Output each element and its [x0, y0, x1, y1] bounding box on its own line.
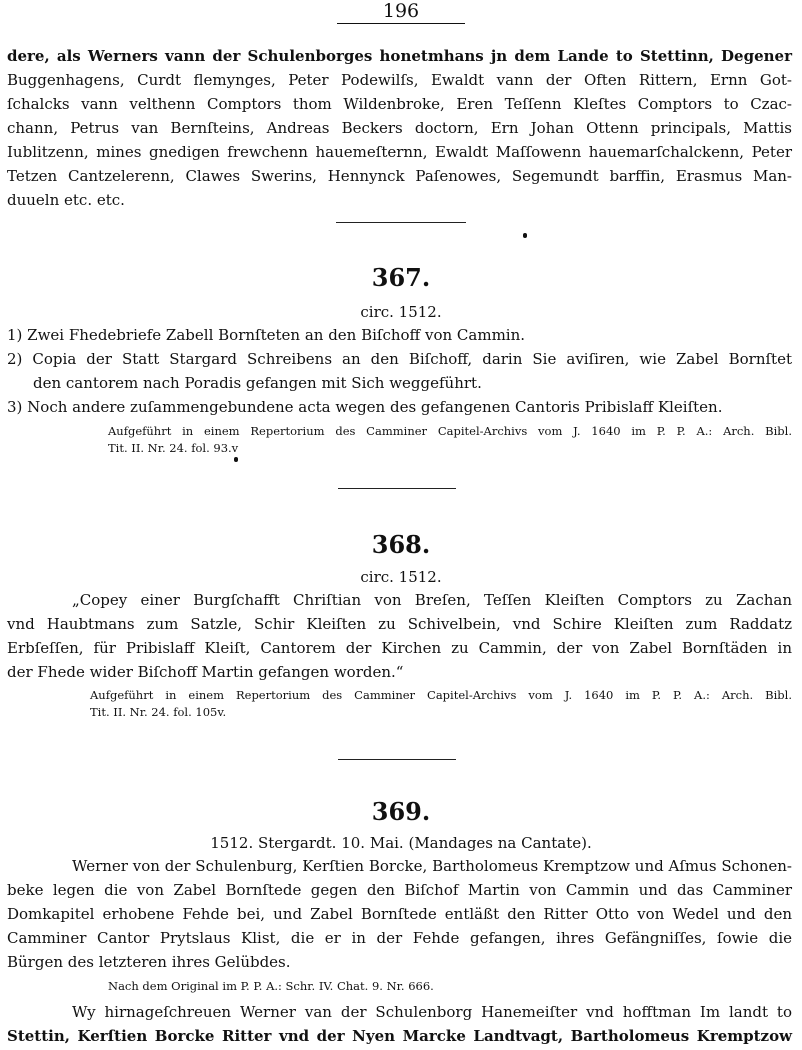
- source-note: Aufgeführt in einem Repertorium des Camminer Capitel-Archivs vom J. 1640 im P. P. A.: Arch. Bibl.: [90, 688, 792, 702]
- regest-line: Bürgen des letzteren ihres Gelübdes.: [7, 953, 291, 971]
- list-item: 3) Noch andere zuſammengebundene acta wegen des gefangenen Cantoris Pribislaff Kleiſten.: [7, 398, 723, 416]
- page-header: [336, 0, 466, 24]
- text-line: Erbſeſſen, für Pribislaff Kleiſt, Cantorem der Kirchen zu Cammin, der von Zabel Bornſtäden in: [7, 639, 792, 657]
- source-note: Aufgeführt in einem Repertorium des Camminer Capitel-Archivs vom J. 1640 im P. P. A.: Arch. Bibl.: [108, 424, 792, 438]
- regest-line: Camminer Cantor Prytslaus Klist, die er in der Fehde gefangen, ihres Gefängniſſes, ſowie die: [7, 929, 792, 947]
- ink-spot: [523, 233, 527, 238]
- text-line: Tetzen Cantzelerenn, Clawes Swerins, Hennynck Paſenowes, Segemundt barffin, Erasmus Man-: [7, 167, 792, 185]
- list-item: 1) Zwei Fhedebriefe Zabell Bornſteten an den Biſchoff von Cammin.: [7, 326, 526, 344]
- text-line: der Fhede wider Biſchoff Martin gefangen worden.“: [7, 663, 404, 681]
- text-line: chann, Petrus van Bernſteins, Andreas Beckers doctorn, Ern Johan Ottenn principals, Mattis: [7, 119, 792, 137]
- list-item-continuation: den cantorem nach Poradis gefangen mit Sich weggeführt.: [33, 374, 482, 392]
- header-rule: [337, 23, 465, 24]
- document-number: 367.: [371, 263, 431, 292]
- original-text-line: Stettin, Kerſtien Borcke Ritter vnd der Nyen Marcke Landtvagt, Bartholomeus Kremptzow: [7, 1027, 792, 1045]
- list-item: 2) Copia der Statt Stargard Schreibens an den Biſchoff, darin Sie aviſiren, wie Zabel Bornſtet: [7, 350, 792, 368]
- regest-line: Werner von der Schulenburg, Kerſtien Borcke, Bartholomeus Kremptzow und Aſmus Schonen-: [72, 857, 792, 875]
- ink-spot: [234, 457, 238, 462]
- document-number: 369.: [371, 797, 431, 826]
- text-line: vnd Haubtmans zum Satzle, Schir Kleiſten zu Schivelbein, vnd Schire Kleiſten zum Raddatz: [7, 615, 792, 633]
- text-line: „Copey einer Burgſchafft Chriſtian von Breſen, Teſſen Kleiſten Comptors zu Zachan: [72, 591, 792, 609]
- document-date: circ. 1512.: [360, 568, 442, 586]
- section-divider: [338, 759, 456, 760]
- source-note: Tit. II. Nr. 24. fol. 105v.: [90, 705, 227, 719]
- text-line: duueln etc. etc.: [7, 191, 125, 209]
- text-line: ſchalcks vann velthenn Comptors thom Wildenbroke, Eren Teſſenn Kleſtes Comptors to Czac-: [7, 95, 792, 113]
- regest-line: Domkapitel erhobene Fehde bei, und Zabel Bornſtede entläßt den Ritter Otto von Wedel und den: [7, 905, 792, 923]
- section-divider: [336, 222, 466, 223]
- source-note: Nach dem Original im P. P. A.: Schr. IV. Chat. 9. Nr. 666.: [108, 979, 434, 993]
- document-date: 1512. Stergardt. 10. Mai. (Mandages na Cantate).: [210, 834, 592, 852]
- regest-line: beke legen die von Zabel Bornſtede gegen den Biſchof Martin von Cammin und das Camminer: [7, 881, 792, 899]
- page-number: 196: [382, 0, 420, 22]
- document-date: circ. 1512.: [360, 303, 442, 321]
- text-line: Buggenhagens, Curdt flemynges, Peter Podewilſs, Ewaldt vann der Often Rittern, Ernn Got-: [7, 71, 792, 89]
- text-line: dere, als Werners vann der Schulenborges honetmhans jn dem Lande to Stettinn, Degener: [7, 47, 792, 65]
- document-number: 368.: [371, 530, 431, 559]
- section-divider: [338, 488, 456, 489]
- original-text-line: Wy hirnageſchreuen Werner van der Schulenborg Hanemeiſter vnd hofftman Im landt to: [72, 1003, 792, 1021]
- source-note: Tit. II. Nr. 24. fol. 93.v: [108, 441, 239, 455]
- text-line: Iublitzenn, mines gnedigen frewchenn hauemeſternn, Ewaldt Maſſowenn hauemarſchalckenn, Peter: [7, 143, 792, 161]
